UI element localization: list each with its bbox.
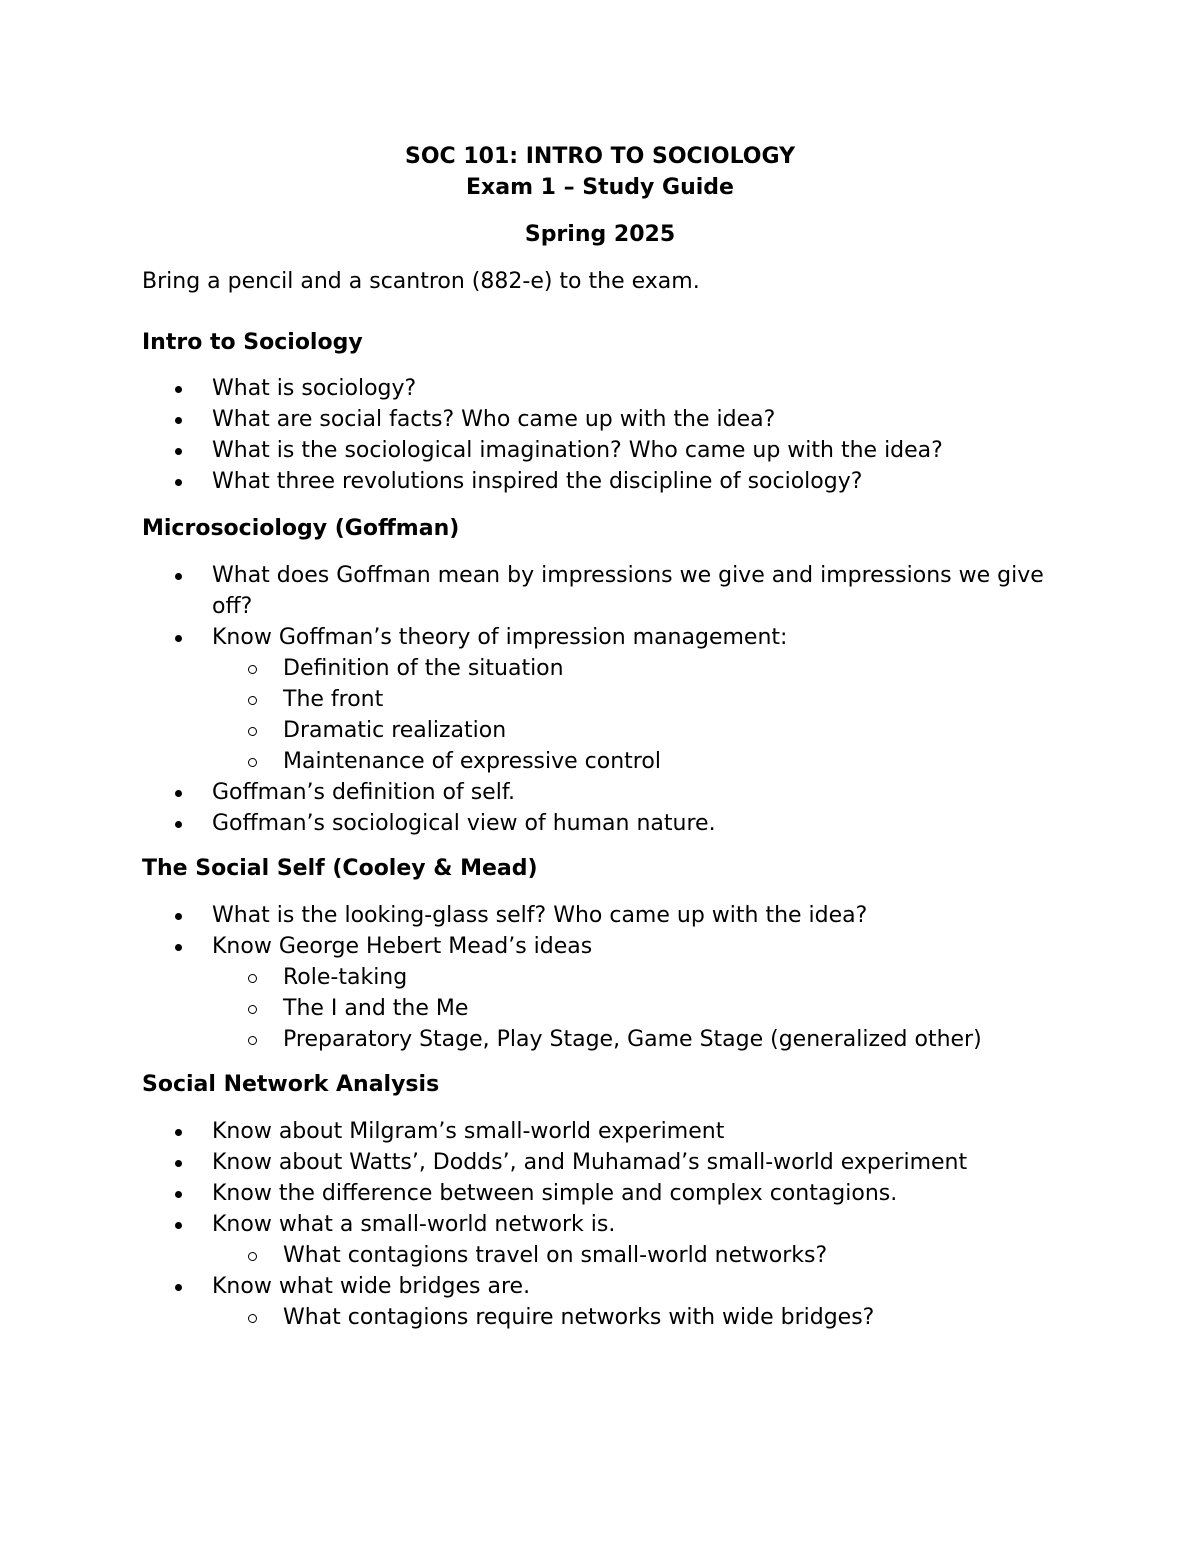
section-title-network-analysis: Social Network Analysis — [142, 1072, 440, 1097]
sub-list-item: The front — [142, 684, 1072, 715]
list-item: Know what a small-world network is. — [142, 1209, 1072, 1240]
section-list-social-self — [142, 900, 1072, 1055]
section-list-microsociology — [142, 560, 1072, 839]
sub-list-item: Role-taking — [142, 962, 1072, 993]
list-item: Know about Watts’, Dodds’, and Muhamad’s small-world experiment — [142, 1147, 1072, 1178]
list-item: What are social facts? Who came up with the idea? — [142, 404, 1072, 435]
sub-list-item: Preparatory Stage, Play Stage, Game Stage (generalized other) — [142, 1024, 1072, 1055]
section-title-intro: Intro to Sociology — [142, 330, 363, 355]
list-item: Know what wide bridges are. — [142, 1271, 1072, 1302]
sub-list-item: The I and the Me — [142, 993, 1072, 1024]
sub-list-item: What contagions travel on small-world networks? — [142, 1240, 1072, 1271]
list-item: What three revolutions inspired the discipline of sociology? — [142, 466, 1072, 497]
term-label: Spring 2025 — [524, 222, 676, 247]
course-title: SOC 101: INTRO TO SOCIOLOGY — [404, 144, 796, 169]
section-list-intro — [142, 373, 1072, 497]
list-item: Know Goffman’s theory of impression management: — [142, 622, 1072, 653]
list-item: Know George Hebert Mead’s ideas — [142, 931, 1072, 962]
section-title-social-self: The Social Self (Cooley & Mead) — [142, 856, 538, 881]
sub-list-item: Dramatic realization — [142, 715, 1072, 746]
list-item: What does Goffman mean by impressions we give and impressions we give off? — [142, 560, 1072, 622]
list-item: What is the sociological imagination? Who came up with the idea? — [142, 435, 1072, 466]
list-item: Know about Milgram’s small-world experiment — [142, 1116, 1072, 1147]
list-item: What is the looking-glass self? Who came up with the idea? — [142, 900, 1072, 931]
sub-list-item: What contagions require networks with wide bridges? — [142, 1302, 1072, 1333]
section-list-network-analysis — [142, 1116, 1072, 1333]
exam-title: Exam 1 – Study Guide — [466, 175, 734, 200]
list-item: What is sociology? — [142, 373, 1072, 404]
list-item: Know the difference between simple and complex contagions. — [142, 1178, 1072, 1209]
section-title-microsociology: Microsociology (Goffman) — [142, 516, 460, 541]
sub-list-item: Definition of the situation — [142, 653, 1072, 684]
sub-list-item: Maintenance of expressive control — [142, 746, 1072, 777]
exam-instructions: Bring a pencil and a scantron (882-e) to the exam. — [142, 269, 700, 294]
list-item: Goffman’s definition of self. — [142, 777, 1072, 808]
list-item: Goffman’s sociological view of human nature. — [142, 808, 1072, 839]
